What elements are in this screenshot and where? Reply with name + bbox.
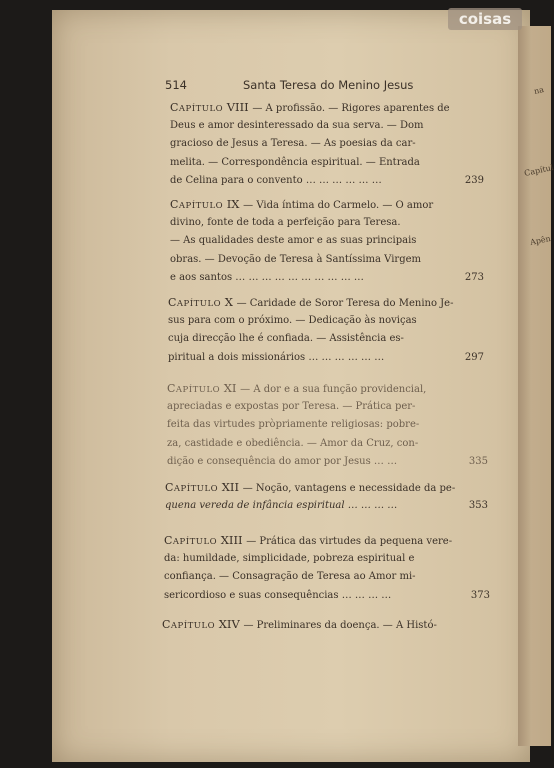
chapter-summary-text: cuja direcção lhe é confiada. — Assistência es- xyxy=(168,333,404,344)
chapter-summary-text: de Celina para o convento … … … … … … xyxy=(170,175,382,186)
chapter-summary-text: — As qualidades deste amor e as suas principais xyxy=(170,235,417,246)
chapter-number: XIV xyxy=(215,617,244,631)
adjacent-page-text: Capítul xyxy=(523,163,554,178)
chapter-number: XII xyxy=(218,480,243,494)
chapter-summary-text: melita. — Correspondência espiritual. — Entrada xyxy=(170,156,420,168)
chapter-number: XIII xyxy=(217,533,247,547)
chapter-summary-text: feita das virtudes pròpriamente religiosas: pobre- xyxy=(167,419,420,430)
chapter-summary-text: apreciadas e expostas por Teresa. — Prática per- xyxy=(167,400,416,412)
chapter-page-number: 353 xyxy=(468,499,488,511)
toc-entry-line xyxy=(170,195,484,214)
toc-entry-line xyxy=(167,453,488,472)
chapter-number: VIII xyxy=(223,100,253,114)
chapter-page-number: 335 xyxy=(468,456,488,467)
toc-entry xyxy=(168,293,484,367)
chapter-summary-text: — Vida íntima do Carmelo. — O amor xyxy=(243,200,434,211)
chapter-summary-text: sus para com o próximo. — Dedicação às noviças xyxy=(168,314,417,326)
adjacent-page-edge xyxy=(518,26,554,746)
chapter-summary-text: confiança. — Consagração de Teresa ao Amor mi- xyxy=(164,571,416,582)
toc-entry-line xyxy=(170,269,484,288)
chapter-summary-text: gracioso de Jesus a Teresa. — As poesias da car- xyxy=(170,138,416,149)
toc-entry-line xyxy=(170,154,484,173)
running-head-title: Santa Teresa do Menino Jesus xyxy=(243,78,414,92)
toc-entry-line xyxy=(170,232,484,251)
chapter-summary-text: da: humildade, simplicidade, pobreza espiritual e xyxy=(164,552,415,564)
toc-entry-line xyxy=(167,435,488,454)
adjacent-page-text: Apên xyxy=(529,233,552,248)
toc-entry xyxy=(170,195,484,288)
toc-entry xyxy=(170,98,484,191)
toc-entry-line xyxy=(165,497,488,516)
toc-entry xyxy=(167,379,488,472)
chapter-summary-text: — A profissão. — Rigores aparentes de xyxy=(252,103,450,114)
chapter-summary-text: — Preliminares da doença. — A Histó- xyxy=(243,620,437,631)
watermark-logo: coisas xyxy=(448,8,522,30)
chapter-number: IX xyxy=(223,197,244,211)
toc-entry xyxy=(164,531,490,605)
toc-entry-line xyxy=(168,293,484,312)
toc-entry-line xyxy=(168,330,484,349)
toc-entry-line xyxy=(162,615,490,634)
toc-entry-line xyxy=(168,349,484,368)
toc-entry-line xyxy=(170,172,484,191)
toc-entry-line xyxy=(164,550,490,569)
chapter-summary-text: — Prática das virtudes da pequena vere- xyxy=(246,536,453,547)
chapter-summary-text: piritual a dois missionários … … … … … … xyxy=(168,351,385,363)
chapter-label: CAPÍTULO xyxy=(170,101,224,114)
toc-entry-line xyxy=(164,531,490,550)
chapter-page-number: 273 xyxy=(464,272,484,283)
toc-entry-line xyxy=(167,416,488,435)
chapter-summary-text: divino, fonte de toda a perfeição para Teresa. xyxy=(170,216,401,228)
chapter-summary-text: sericordioso e suas consequências … … … … xyxy=(164,589,392,601)
running-head xyxy=(165,78,465,94)
chapter-summary-text: quena vereda de infância espiritual … … … … xyxy=(165,499,398,511)
chapter-number: XI xyxy=(220,381,241,395)
adjacent-page-text: na xyxy=(533,85,545,96)
toc-entry-line xyxy=(165,478,488,497)
chapter-summary-text: obras. — Devoção de Teresa à Santíssima Virgem xyxy=(170,253,422,265)
toc-entry-line xyxy=(168,312,484,331)
chapter-summary-text: e aos santos … … … … … … … … … … xyxy=(170,272,364,283)
toc-entry-line xyxy=(164,568,490,587)
chapter-label: CAPÍTULO xyxy=(162,618,216,631)
toc-entry xyxy=(165,478,488,515)
chapter-page-number: 239 xyxy=(464,175,484,186)
chapter-label: CAPÍTULO xyxy=(165,481,219,494)
toc-entry-line xyxy=(167,379,488,398)
toc-entry-line xyxy=(170,214,484,233)
toc-entry-line xyxy=(167,398,488,417)
toc-entry-line xyxy=(170,251,484,270)
chapter-summary-text: dição e consequência do amor por Jesus … … xyxy=(167,456,398,467)
chapter-summary-text: — Caridade de Soror Teresa do Menino Je- xyxy=(236,298,454,309)
chapter-label: CAPÍTULO xyxy=(168,296,222,309)
chapter-summary-text: za, castidade e obediência. — Amor da Cruz, con- xyxy=(167,437,419,449)
chapter-page-number: 373 xyxy=(470,589,490,601)
toc-entry xyxy=(162,615,490,634)
chapter-summary-text: — A dor e a sua função providencial, xyxy=(240,384,427,395)
toc-entry-line xyxy=(170,135,484,154)
toc-entry-line xyxy=(164,587,490,606)
chapter-label: CAPÍTULO xyxy=(170,198,224,211)
chapter-summary-text: — Noção, vantagens e necessidade da pe- xyxy=(242,483,456,494)
chapter-summary-text: Deus e amor desinteressado da sua serva. — Dom xyxy=(170,119,424,131)
chapter-label: CAPÍTULO xyxy=(167,382,221,395)
chapter-page-number: 297 xyxy=(464,351,484,363)
page-number: 514 xyxy=(165,78,187,92)
toc-entry-line xyxy=(170,98,484,117)
chapter-label: CAPÍTULO xyxy=(164,534,218,547)
toc-entry-line xyxy=(170,117,484,136)
chapter-number: X xyxy=(221,295,237,309)
